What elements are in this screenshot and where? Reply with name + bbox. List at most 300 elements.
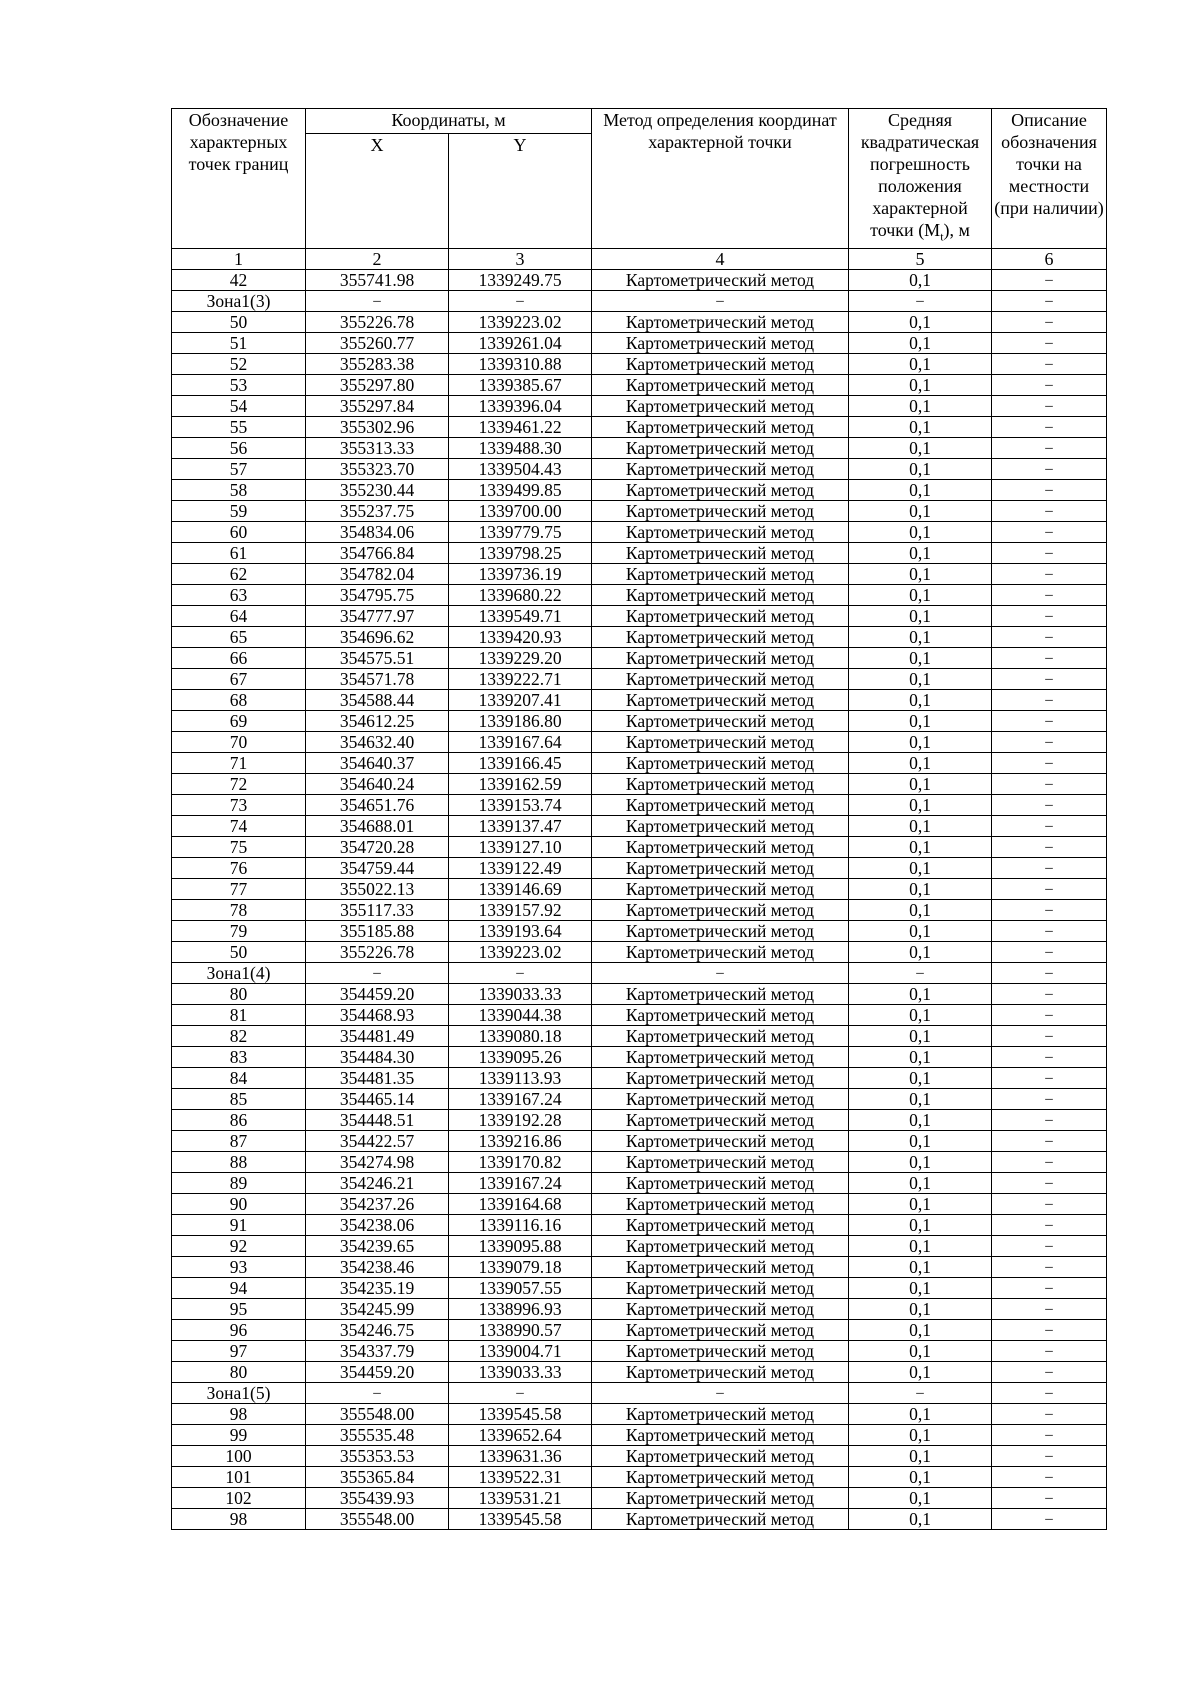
point-id-cell: 60 xyxy=(172,521,306,542)
error-cell: 0,1 xyxy=(849,983,992,1004)
point-id-cell: 97 xyxy=(172,1340,306,1361)
y-cell: 1339004.71 xyxy=(449,1340,592,1361)
method-cell: Картометрический метод xyxy=(592,1088,849,1109)
point-id-cell: 53 xyxy=(172,374,306,395)
description-cell: – xyxy=(992,353,1107,374)
error-cell: 0,1 xyxy=(849,1025,992,1046)
method-cell: Картометрический метод xyxy=(592,1445,849,1466)
point-id-cell: 73 xyxy=(172,794,306,815)
description-cell: – xyxy=(992,332,1107,353)
description-cell: – xyxy=(992,857,1107,878)
x-cell: 355297.80 xyxy=(306,374,449,395)
x-cell: 354612.25 xyxy=(306,710,449,731)
y-cell: 1339079.18 xyxy=(449,1256,592,1277)
error-cell: 0,1 xyxy=(849,458,992,479)
x-cell: 355022.13 xyxy=(306,878,449,899)
point-id-cell: 57 xyxy=(172,458,306,479)
y-cell: 1339095.26 xyxy=(449,1046,592,1067)
error-cell: 0,1 xyxy=(849,332,992,353)
table-row xyxy=(172,605,1107,626)
x-cell: 354245.99 xyxy=(306,1298,449,1319)
description-cell: – xyxy=(992,815,1107,836)
error-cell: 0,1 xyxy=(849,353,992,374)
y-cell: 1339122.49 xyxy=(449,857,592,878)
x-cell: 355237.75 xyxy=(306,500,449,521)
table-row xyxy=(172,1088,1107,1109)
point-id-cell: 99 xyxy=(172,1424,306,1445)
x-cell: 354640.24 xyxy=(306,773,449,794)
table-row xyxy=(172,332,1107,353)
y-cell: 1339545.58 xyxy=(449,1403,592,1424)
description-cell: – xyxy=(992,731,1107,752)
error-cell: 0,1 xyxy=(849,1235,992,1256)
description-cell: – xyxy=(992,668,1107,689)
y-cell: 1339080.18 xyxy=(449,1025,592,1046)
method-cell: Картометрический метод xyxy=(592,605,849,626)
y-cell: 1338990.57 xyxy=(449,1319,592,1340)
error-cell: 0,1 xyxy=(849,710,992,731)
table-row xyxy=(172,752,1107,773)
y-cell: 1339545.58 xyxy=(449,1508,592,1529)
description-cell: – xyxy=(992,1214,1107,1235)
x-cell: 355548.00 xyxy=(306,1508,449,1529)
method-cell: Картометрический метод xyxy=(592,1046,849,1067)
description-cell: – xyxy=(992,1088,1107,1109)
method-cell: Картометрический метод xyxy=(592,269,849,290)
y-cell: 1339249.75 xyxy=(449,269,592,290)
y-cell: 1339193.64 xyxy=(449,920,592,941)
point-id-cell: 94 xyxy=(172,1277,306,1298)
description-cell: – xyxy=(992,878,1107,899)
point-id-cell: 82 xyxy=(172,1025,306,1046)
method-cell: Картометрический метод xyxy=(592,731,849,752)
y-cell: 1339167.24 xyxy=(449,1088,592,1109)
method-cell: Картометрический метод xyxy=(592,437,849,458)
description-cell: – xyxy=(992,521,1107,542)
x-cell: 354246.75 xyxy=(306,1319,449,1340)
x-cell: 354766.84 xyxy=(306,542,449,563)
error-cell: 0,1 xyxy=(849,500,992,521)
method-cell: Картометрический метод xyxy=(592,479,849,500)
description-cell: – xyxy=(992,395,1107,416)
method-cell: Картометрический метод xyxy=(592,1424,849,1445)
point-id-cell: 62 xyxy=(172,563,306,584)
method-cell: Картометрический метод xyxy=(592,1256,849,1277)
description-cell: – xyxy=(992,899,1107,920)
x-cell: 355323.70 xyxy=(306,458,449,479)
point-id-cell: 69 xyxy=(172,710,306,731)
x-cell: 355353.53 xyxy=(306,1445,449,1466)
x-cell: – xyxy=(306,1382,449,1403)
point-id-cell: 88 xyxy=(172,1151,306,1172)
x-cell: 354459.20 xyxy=(306,983,449,1004)
error-cell: 0,1 xyxy=(849,731,992,752)
x-cell: 354834.06 xyxy=(306,521,449,542)
method-cell: Картометрический метод xyxy=(592,941,849,962)
error-cell: 0,1 xyxy=(849,584,992,605)
description-cell: – xyxy=(992,1382,1107,1403)
method-cell: Картометрический метод xyxy=(592,983,849,1004)
point-id-cell: 93 xyxy=(172,1256,306,1277)
y-cell: 1339162.59 xyxy=(449,773,592,794)
table-row xyxy=(172,1466,1107,1487)
point-id-cell: 68 xyxy=(172,689,306,710)
table-row xyxy=(172,1004,1107,1025)
table-row xyxy=(172,479,1107,500)
x-cell: 354575.51 xyxy=(306,647,449,668)
method-cell: Картометрический метод xyxy=(592,1277,849,1298)
point-id-cell: 85 xyxy=(172,1088,306,1109)
description-cell: – xyxy=(992,479,1107,500)
description-cell: – xyxy=(992,983,1107,1004)
y-cell: 1339167.24 xyxy=(449,1172,592,1193)
error-cell: 0,1 xyxy=(849,689,992,710)
table-row xyxy=(172,1172,1107,1193)
method-cell: Картометрический метод xyxy=(592,1130,849,1151)
description-cell: – xyxy=(992,1193,1107,1214)
point-id-cell: 81 xyxy=(172,1004,306,1025)
table-row xyxy=(172,521,1107,542)
y-cell: 1339385.67 xyxy=(449,374,592,395)
table-row xyxy=(172,1256,1107,1277)
y-cell: 1339779.75 xyxy=(449,521,592,542)
table-row xyxy=(172,689,1107,710)
description-cell: – xyxy=(992,290,1107,311)
method-cell: – xyxy=(592,290,849,311)
method-cell: Картометрический метод xyxy=(592,857,849,878)
error-cell: 0,1 xyxy=(849,1004,992,1025)
table-row xyxy=(172,1298,1107,1319)
y-cell: 1339146.69 xyxy=(449,878,592,899)
y-cell: 1339116.16 xyxy=(449,1214,592,1235)
header-error xyxy=(849,109,992,249)
x-cell: – xyxy=(306,290,449,311)
header-error-text: Средняя квадратическая погрешность положения характерной точки $(M_t)$, м xyxy=(860,110,980,244)
error-cell: 0,1 xyxy=(849,269,992,290)
error-cell: 0,1 xyxy=(849,1109,992,1130)
description-cell: – xyxy=(992,626,1107,647)
table-row xyxy=(172,542,1107,563)
point-id-cell: 77 xyxy=(172,878,306,899)
error-cell: 0,1 xyxy=(849,1466,992,1487)
description-cell: – xyxy=(992,416,1107,437)
column-number: 6 xyxy=(992,248,1107,269)
error-cell: – xyxy=(849,962,992,983)
error-cell: 0,1 xyxy=(849,941,992,962)
error-cell: 0,1 xyxy=(849,752,992,773)
table-row xyxy=(172,1319,1107,1340)
x-cell: 354422.57 xyxy=(306,1130,449,1151)
error-cell: 0,1 xyxy=(849,1172,992,1193)
error-cell: 0,1 xyxy=(849,437,992,458)
table-row xyxy=(172,269,1107,290)
x-cell: 354696.62 xyxy=(306,626,449,647)
x-cell: 355260.77 xyxy=(306,332,449,353)
table-row xyxy=(172,941,1107,962)
description-cell: – xyxy=(992,563,1107,584)
error-cell: 0,1 xyxy=(849,1277,992,1298)
table-row xyxy=(172,1403,1107,1424)
x-cell: 355283.38 xyxy=(306,353,449,374)
y-cell: 1339095.88 xyxy=(449,1235,592,1256)
error-cell: 0,1 xyxy=(849,836,992,857)
method-cell: Картометрический метод xyxy=(592,1487,849,1508)
point-id-cell: 61 xyxy=(172,542,306,563)
header-coordinates: Координаты, м xyxy=(306,109,592,134)
error-cell: 0,1 xyxy=(849,794,992,815)
y-cell: – xyxy=(449,962,592,983)
description-cell: – xyxy=(992,1151,1107,1172)
description-cell: – xyxy=(992,542,1107,563)
table-row xyxy=(172,857,1107,878)
error-cell: 0,1 xyxy=(849,1445,992,1466)
point-id-cell: 102 xyxy=(172,1487,306,1508)
description-cell: – xyxy=(992,647,1107,668)
table-row xyxy=(172,1487,1107,1508)
point-id-cell: 74 xyxy=(172,815,306,836)
description-cell: – xyxy=(992,437,1107,458)
description-cell: – xyxy=(992,269,1107,290)
description-cell: – xyxy=(992,1025,1107,1046)
y-cell: 1339488.30 xyxy=(449,437,592,458)
x-cell: 354246.21 xyxy=(306,1172,449,1193)
description-cell: – xyxy=(992,1424,1107,1445)
x-cell: 355302.96 xyxy=(306,416,449,437)
description-cell: – xyxy=(992,710,1107,731)
table-row xyxy=(172,311,1107,332)
method-cell: Картометрический метод xyxy=(592,353,849,374)
y-cell: 1339033.33 xyxy=(449,983,592,1004)
y-cell: 1339170.82 xyxy=(449,1151,592,1172)
y-cell: 1339157.92 xyxy=(449,899,592,920)
point-id-cell: 80 xyxy=(172,1361,306,1382)
coordinates-table xyxy=(171,108,1107,1530)
table-row xyxy=(172,500,1107,521)
description-cell: – xyxy=(992,1172,1107,1193)
error-cell: 0,1 xyxy=(849,1508,992,1529)
header-method: Метод определения координат характерной точки xyxy=(592,109,849,249)
error-cell: 0,1 xyxy=(849,563,992,584)
header-description: Описание обозначения точки на местности (при наличии) xyxy=(992,109,1107,249)
x-cell: 355741.98 xyxy=(306,269,449,290)
zone-label-cell: Зона1(3) xyxy=(172,290,306,311)
point-id-cell: 67 xyxy=(172,668,306,689)
y-cell: 1339310.88 xyxy=(449,353,592,374)
method-cell: Картометрический метод xyxy=(592,794,849,815)
point-id-cell: 59 xyxy=(172,500,306,521)
column-number: 5 xyxy=(849,248,992,269)
method-cell: Картометрический метод xyxy=(592,773,849,794)
x-cell: 354795.75 xyxy=(306,584,449,605)
description-cell: – xyxy=(992,1466,1107,1487)
x-cell: 354238.46 xyxy=(306,1256,449,1277)
column-number: 1 xyxy=(172,248,306,269)
point-id-cell: 96 xyxy=(172,1319,306,1340)
y-cell: 1339166.45 xyxy=(449,752,592,773)
error-cell: 0,1 xyxy=(849,1130,992,1151)
error-cell: 0,1 xyxy=(849,1403,992,1424)
table-row xyxy=(172,1277,1107,1298)
error-cell: 0,1 xyxy=(849,668,992,689)
point-id-cell: 101 xyxy=(172,1466,306,1487)
point-id-cell: 90 xyxy=(172,1193,306,1214)
y-cell: 1339522.31 xyxy=(449,1466,592,1487)
x-cell: 354651.76 xyxy=(306,794,449,815)
method-cell: Картометрический метод xyxy=(592,752,849,773)
description-cell: – xyxy=(992,941,1107,962)
method-cell: Картометрический метод xyxy=(592,1340,849,1361)
y-cell: – xyxy=(449,290,592,311)
table-body xyxy=(172,269,1107,1529)
table-row xyxy=(172,920,1107,941)
zone-row xyxy=(172,290,1107,311)
y-cell: 1339420.93 xyxy=(449,626,592,647)
x-cell: 354468.93 xyxy=(306,1004,449,1025)
error-cell: 0,1 xyxy=(849,1256,992,1277)
description-cell: – xyxy=(992,458,1107,479)
method-cell: Картометрический метод xyxy=(592,920,849,941)
x-cell: 355365.84 xyxy=(306,1466,449,1487)
y-cell: 1339504.43 xyxy=(449,458,592,479)
point-id-cell: 100 xyxy=(172,1445,306,1466)
description-cell: – xyxy=(992,1445,1107,1466)
x-cell: 354632.40 xyxy=(306,731,449,752)
point-id-cell: 42 xyxy=(172,269,306,290)
y-cell: 1339137.47 xyxy=(449,815,592,836)
x-cell: 354448.51 xyxy=(306,1109,449,1130)
point-id-cell: 71 xyxy=(172,752,306,773)
x-cell: 354337.79 xyxy=(306,1340,449,1361)
method-cell: Картометрический метод xyxy=(592,1298,849,1319)
table-row xyxy=(172,899,1107,920)
description-cell: – xyxy=(992,1067,1107,1088)
x-cell: 354238.06 xyxy=(306,1214,449,1235)
method-cell: Картометрический метод xyxy=(592,1361,849,1382)
x-cell: 354481.49 xyxy=(306,1025,449,1046)
header-point-designation: Обозначение характерных точек границ xyxy=(172,109,306,249)
error-cell: 0,1 xyxy=(849,1088,992,1109)
method-cell: Картометрический метод xyxy=(592,1067,849,1088)
y-cell: 1339127.10 xyxy=(449,836,592,857)
table-row xyxy=(172,794,1107,815)
table-row xyxy=(172,1025,1107,1046)
table-row xyxy=(172,773,1107,794)
point-id-cell: 55 xyxy=(172,416,306,437)
y-cell: 1339700.00 xyxy=(449,500,592,521)
table-row xyxy=(172,416,1107,437)
description-cell: – xyxy=(992,1235,1107,1256)
table-row xyxy=(172,584,1107,605)
error-cell: 0,1 xyxy=(849,773,992,794)
point-id-cell: 84 xyxy=(172,1067,306,1088)
method-cell: Картометрический метод xyxy=(592,1025,849,1046)
y-cell: 1339044.38 xyxy=(449,1004,592,1025)
point-id-cell: 72 xyxy=(172,773,306,794)
error-cell: – xyxy=(849,290,992,311)
method-cell: Картометрический метод xyxy=(592,416,849,437)
y-cell: 1339223.02 xyxy=(449,941,592,962)
table-row xyxy=(172,395,1107,416)
column-number: 4 xyxy=(592,248,849,269)
x-cell: 354759.44 xyxy=(306,857,449,878)
error-cell: 0,1 xyxy=(849,1487,992,1508)
method-cell: Картометрический метод xyxy=(592,542,849,563)
description-cell: – xyxy=(992,374,1107,395)
x-cell: 354720.28 xyxy=(306,836,449,857)
table-row xyxy=(172,458,1107,479)
x-cell: 354465.14 xyxy=(306,1088,449,1109)
y-cell: 1339057.55 xyxy=(449,1277,592,1298)
table-row xyxy=(172,626,1107,647)
description-cell: – xyxy=(992,836,1107,857)
method-cell: Картометрический метод xyxy=(592,311,849,332)
description-cell: – xyxy=(992,1046,1107,1067)
x-cell: 354571.78 xyxy=(306,668,449,689)
table-row xyxy=(172,1214,1107,1235)
error-cell: – xyxy=(849,1382,992,1403)
point-id-cell: 92 xyxy=(172,1235,306,1256)
zone-row xyxy=(172,962,1107,983)
point-id-cell: 87 xyxy=(172,1130,306,1151)
table-row xyxy=(172,878,1107,899)
error-cell: 0,1 xyxy=(849,521,992,542)
x-cell: 355230.44 xyxy=(306,479,449,500)
method-cell: Картометрический метод xyxy=(592,1235,849,1256)
description-cell: – xyxy=(992,605,1107,626)
y-cell: 1339499.85 xyxy=(449,479,592,500)
x-cell: 354640.37 xyxy=(306,752,449,773)
error-cell: 0,1 xyxy=(849,878,992,899)
error-cell: 0,1 xyxy=(849,1424,992,1445)
method-cell: Картометрический метод xyxy=(592,647,849,668)
method-cell: – xyxy=(592,962,849,983)
description-cell: – xyxy=(992,773,1107,794)
error-cell: 0,1 xyxy=(849,395,992,416)
description-cell: – xyxy=(992,1319,1107,1340)
method-cell: Картометрический метод xyxy=(592,1172,849,1193)
table-row xyxy=(172,1130,1107,1151)
description-cell: – xyxy=(992,1487,1107,1508)
method-cell: Картометрический метод xyxy=(592,1319,849,1340)
description-cell: – xyxy=(992,794,1107,815)
description-cell: – xyxy=(992,584,1107,605)
table-row xyxy=(172,668,1107,689)
y-cell: 1339798.25 xyxy=(449,542,592,563)
error-cell: 0,1 xyxy=(849,542,992,563)
x-cell: 354239.65 xyxy=(306,1235,449,1256)
method-cell: Картометрический метод xyxy=(592,689,849,710)
description-cell: – xyxy=(992,1277,1107,1298)
point-id-cell: 70 xyxy=(172,731,306,752)
method-cell: Картометрический метод xyxy=(592,1403,849,1424)
method-cell: Картометрический метод xyxy=(592,1151,849,1172)
point-id-cell: 50 xyxy=(172,311,306,332)
point-id-cell: 54 xyxy=(172,395,306,416)
error-cell: 0,1 xyxy=(849,1361,992,1382)
x-cell: 354688.01 xyxy=(306,815,449,836)
table-row xyxy=(172,563,1107,584)
error-cell: 0,1 xyxy=(849,479,992,500)
error-cell: 0,1 xyxy=(849,374,992,395)
method-cell: Картометрический метод xyxy=(592,563,849,584)
table-row xyxy=(172,1340,1107,1361)
x-cell: 354782.04 xyxy=(306,563,449,584)
point-id-cell: 64 xyxy=(172,605,306,626)
error-cell: 0,1 xyxy=(849,1067,992,1088)
y-cell: 1338996.93 xyxy=(449,1298,592,1319)
zone-label-cell: Зона1(5) xyxy=(172,1382,306,1403)
point-id-cell: 78 xyxy=(172,899,306,920)
